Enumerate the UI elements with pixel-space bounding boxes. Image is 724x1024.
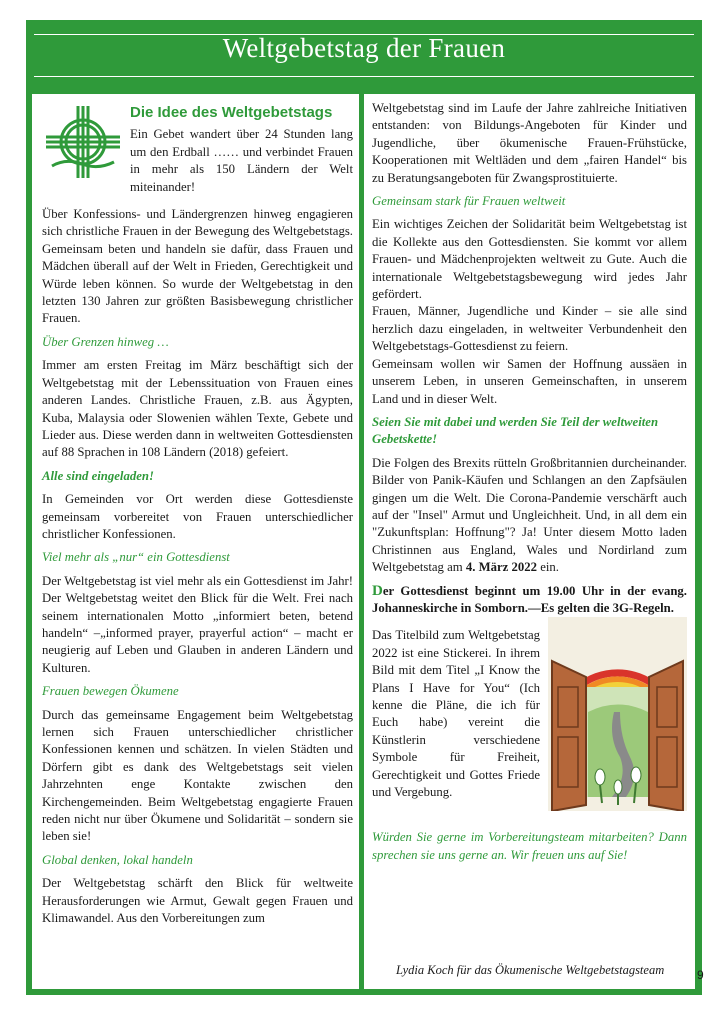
paragraph: Der Weltgebetstag ist viel mehr als ein Gottesdienst im Jahr! Der Weltgebetstag weitet den Blick für die Welt. Frei nach seinem internationalen Motto „informiert beten, betend handeln“ –„informed prayer, prayerful action“ – macht er neugierig auf Leben und Glauben in anderen Ländern und Kulturen. bbox=[42, 573, 353, 675]
intro-paragraph: Ein Gebet wandert über 24 Stunden lang um den Erdball …… und verbindet Frauen in mehr als 150 Ländern der Welt miteinander! bbox=[130, 127, 353, 194]
subheading: Gemeinsam stark für Frauen weltweit bbox=[372, 194, 566, 209]
text: Die Folgen des Brexits rütteln Großbritannien durcheinander. Bilder von Panik-Käufen und Schlangen an den Zapfsäulen gingen um die Welt. Die Corona-Pandemie verschärft auch auf der "Insel" Armut und Ungleichheit. Und, in all dem ein "Zukunftsplan: Hoffnung"? Ja! Unter diesem Motto laden Christinnen aus England, Wales und Nordirland zum Weltgebetstag am bbox=[372, 455, 687, 575]
paragraph: Immer am ersten Freitag im März beschäftigt sich der Weltgebetstag mit der Lebenssituation von Frauen eines anderen Landes. Christliche Frauen, z.B. aus Ägypten, Kuba, Malaysia oder Slowenien wählen Texte, Gebete und Lieder aus. Diese werden dann in weltweiten Gottesdiensten auf 88 Sprachen in 108 Ländern (2018) gefeiert. bbox=[42, 358, 353, 460]
paragraph: Der Weltgebetstag schärft den Blick für weltweite Herausforderungen wie Armut, Gewalt gegen Frauen und Klimawandel. Aus den Vorbereitungen zum bbox=[42, 876, 353, 926]
subheading: Frauen bewegen Ökumene bbox=[42, 684, 179, 699]
page-number: 9 bbox=[697, 968, 704, 982]
title-bottom-rule bbox=[34, 76, 694, 77]
paragraph: Durch das gemeinsame Engagement beim Weltgebetstag lernen sich Frauen unterschiedlicher christlicher Konfessionen kennen und schätzen. In vielen Städten und Dörfern gibt es dank des Weltgebetstags seit vielen Jahrzehnten enge Kontakte zwischen den Kirchengemeinden. Beim Weltgebetstag engagierte Frauen reden nicht nur über Ökumene und Solidarität – sondern sie leben sie! bbox=[42, 707, 353, 844]
subheading: Alle sind eingeladen! bbox=[42, 468, 154, 483]
subheading: Über Grenzen hinweg … bbox=[42, 334, 169, 349]
page-title: Weltgebetstag der Frauen bbox=[222, 33, 506, 63]
intro-text-block bbox=[130, 100, 353, 202]
signature: Lydia Koch für das Ökumenische Weltgebetstagsteam bbox=[396, 963, 665, 977]
subheading: Global denken, lokal handeln bbox=[42, 852, 193, 867]
right-column bbox=[364, 94, 695, 989]
embroidery-title-image bbox=[548, 617, 687, 811]
closing-invitation: Würden Sie gerne im Vorbereitungsteam mitarbeiten? Dann sprechen sie uns gerne an. Wir freuen uns auf Sie! bbox=[372, 830, 687, 862]
paragraph: In Gemeinden vor Ort werden diese Gottesdienste gemeinsam vorbereitet von Frauen unterschiedlicher christlicher Konfessionen. bbox=[42, 492, 353, 541]
service-notice bbox=[372, 583, 687, 618]
image-description: Das Titelbild zum Weltgebetstag 2022 ist eine Stickerei. In ihrem Bild mit dem Titel „I Know the Plans I Have for You“ (Ich kenne die Pläne, die ich für Euch habe) vereint die Künstlerin verschiedene Symbole für Freiheit, Gerechtigkeit und Gottes Friede und Vergebung. bbox=[372, 628, 540, 800]
paragraph: Über Konfessions- und Ländergrenzen hinweg engagieren sich christliche Frauen in der Bewegung des Weltgebetstags. Gemeinsam beten und handeln sie dafür, dass Frauen und Mädchen überall auf der Welt in Frieden, Gerechtigkeit und Würde leben können. So wurde der Weltgebetstag in den letzten 130 Jahren zur größten Basisbewegung christlicher Frauen. bbox=[42, 207, 353, 326]
brexit-paragraph bbox=[372, 455, 687, 577]
intro-heading: Die Idee des Weltgebetstags bbox=[130, 104, 333, 121]
drop-cap: D bbox=[372, 582, 383, 599]
title-image-block bbox=[372, 627, 687, 811]
paragraph: Gemeinsam wollen wir Samen der Hoffnung aussäen in unserem Leben, in unseren Gemeinschaften, in unserem Land und in dieser Welt. bbox=[372, 356, 687, 406]
paragraph: Ein wichtiges Zeichen der Solidarität beim Weltgebetstag ist die Kollekte aus den Gottesdiensten. Sie kommt vor allem Frauen- und Mädchenprojekten weltweit zu Gute. Auch die internationale Weltgebetstagsbewegung wird jedes Jahr gefördert. bbox=[372, 217, 687, 302]
intro-block bbox=[42, 100, 353, 202]
left-column bbox=[32, 94, 359, 989]
paragraph: Frauen, Männer, Jugendliche und Kinder – sie alle sind herzlich dazu eingeladen, in weltweiter Verbundenheit den Weltgebetstags-Gottesdienst zu feiern. bbox=[372, 304, 687, 354]
ecumenical-cross-logo-icon bbox=[42, 100, 124, 182]
subheading: Seien Sie mit dabei und werden Sie Teil der weltweiten Gebetskette! bbox=[372, 414, 659, 447]
event-date: 4. März 2022 bbox=[465, 560, 538, 575]
paragraph: Weltgebetstag sind im Laufe der Jahre zahlreiche Initiativen entstanden: von Bildungs-Angeboten für Kinder und Jugendliche, über ökumenische Frauen-Frühstücke, Kooperationen mit Weltläden und dem „fairen Handel“ bis zu Beratungsangeboten für Zwangsprostituierte. bbox=[372, 101, 687, 185]
service-text: er Gottesdienst beginnt um 19.00 Uhr in der evang. Johanneskirche in Somborn.—Es gelten die 3G-Regeln. bbox=[372, 583, 687, 615]
subheading: Viel mehr als „nur“ ein Gottesdienst bbox=[42, 550, 230, 565]
text: ein. bbox=[537, 560, 559, 575]
